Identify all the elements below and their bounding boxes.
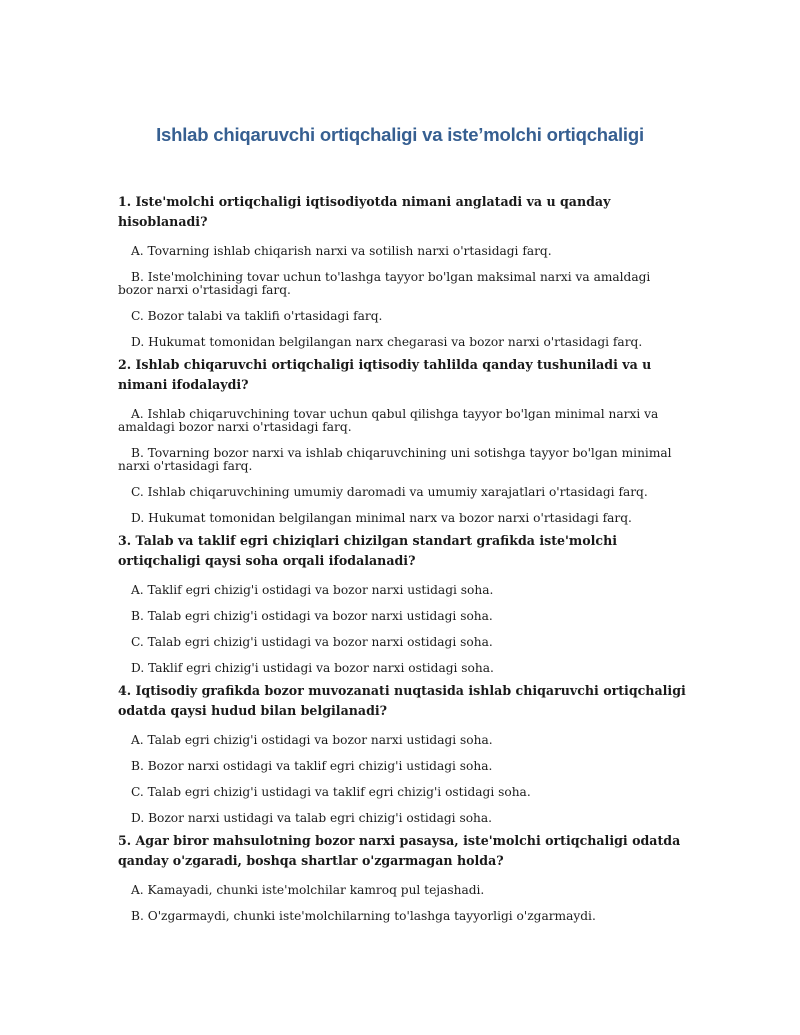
option-b: B. O'zgarmaydi, chunki iste'molchilarning to'lashga tayyorligi o'zgarmaydi. (131, 909, 596, 923)
question-2 (118, 355, 688, 525)
question-text: 4. Iqtisodiy grafikda bozor muvozanati nuqtasida ishlab chiqaruvchi ortiqchaligi odatda qaysi hudud bilan belgilanadi? (118, 683, 686, 718)
option-a: A. Tovarning ishlab chiqarish narxi va sotilish narxi o'rtasidagi farq. (131, 244, 552, 258)
option-b: B. Tovarning bozor narxi va ishlab chiqaruvchining uni sotishga tayyor bo'lgan minimal narxi o'rtasidagi farq. (118, 446, 672, 473)
question-text: 2. Ishlab chiqaruvchi ortiqchaligi iqtisodiy tahlilda qanday tushuniladi va u nimani ifodalaydi? (118, 357, 652, 392)
option-c: C. Talab egri chizig'i ustidagi va bozor narxi ostidagi soha. (131, 635, 493, 649)
option-c: C. Bozor talabi va taklifi o'rtasidagi farq. (131, 309, 383, 323)
option-b: B. Talab egri chizig'i ostidagi va bozor narxi ustidagi soha. (131, 609, 493, 623)
option-a: A. Ishlab chiqaruvchining tovar uchun qabul qilishga tayyor bo'lgan minimal narxi va amaldagi bozor narxi o'rtasidagi farq. (118, 407, 659, 434)
option-d: D. Hukumat tomonidan belgilangan narx chegarasi va bozor narxi o'rtasidagi farq. (131, 335, 643, 349)
question-5 (118, 831, 688, 923)
question-text: 3. Talab va taklif egri chiziqlari chizilgan standart grafikda iste'molchi ortiqchaligi qaysi soha orqali ifodalanadi? (118, 533, 618, 568)
question-text: 5. Agar biror mahsulotning bozor narxi pasaysa, iste'molchi ortiqchaligi odatda qanday o'zgaradi, boshqa shartlar o'zgarmagan holda? (118, 833, 681, 868)
question-1 (118, 192, 688, 349)
option-a: A. Taklif egri chizig'i ostidagi va bozor narxi ustidagi soha. (131, 583, 494, 597)
question-text: 1. Iste'molchi ortiqchaligi iqtisodiyotda nimani anglatadi va u qanday hisoblanadi? (118, 194, 611, 229)
option-d: D. Taklif egri chizig'i ustidagi va bozor narxi ostidagi soha. (131, 661, 494, 675)
option-a: A. Kamayadi, chunki iste'molchilar kamroq pul tejashadi. (131, 883, 485, 897)
option-d: D. Hukumat tomonidan belgilangan minimal narx va bozor narxi o'rtasidagi farq. (131, 511, 632, 525)
option-b: B. Iste'molchining tovar uchun to'lashga tayyor bo'lgan maksimal narxi va amaldagi bozor narxi o'rtasidagi farq. (118, 270, 651, 297)
option-c: C. Talab egri chizig'i ustidagi va taklif egri chizig'i ostidagi soha. (131, 785, 531, 799)
question-list (118, 192, 688, 936)
document-title: Ishlab chiqaruvchi ortiqchaligi va iste’molchi ortiqchaligi (156, 124, 644, 145)
question-4 (118, 681, 688, 825)
option-d: D. Bozor narxi ustidagi va talab egri chizig'i ostidagi soha. (131, 811, 493, 825)
option-b: B. Bozor narxi ostidagi va taklif egri chizig'i ustidagi soha. (131, 759, 493, 773)
option-c: C. Ishlab chiqaruvchining umumiy daromadi va umumiy xarajatlari o'rtasidagi farq. (131, 485, 648, 499)
option-a: A. Talab egri chizig'i ostidagi va bozor narxi ustidagi soha. (131, 733, 493, 747)
question-3 (118, 531, 688, 675)
